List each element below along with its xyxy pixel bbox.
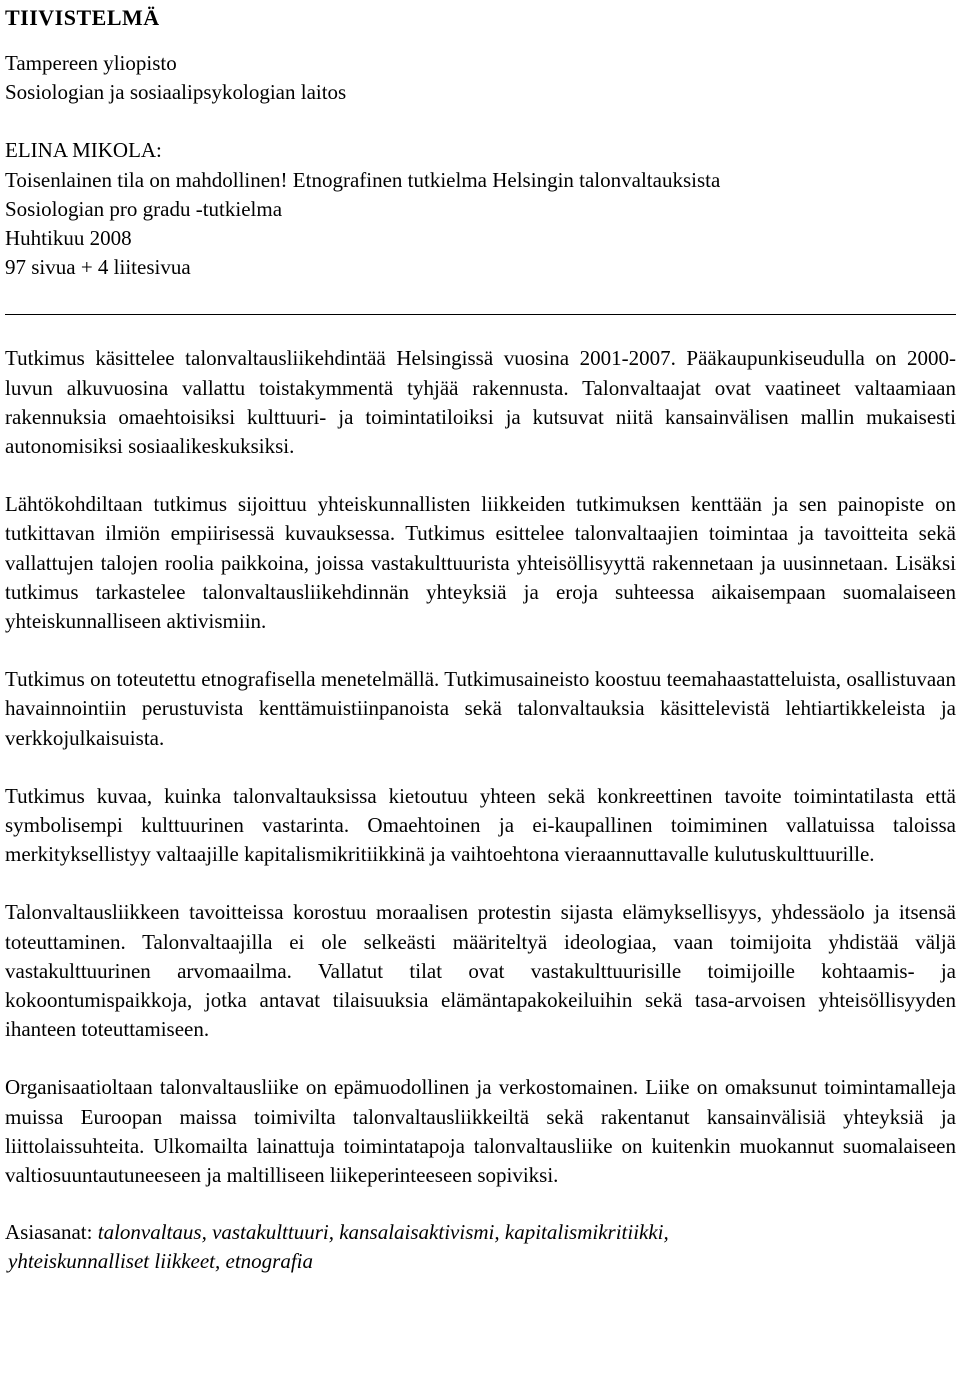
institution-block — [5, 49, 956, 107]
keywords-block — [5, 1218, 956, 1276]
author-name: ELINA MIKOLA: — [5, 138, 162, 163]
abstract-paragraph: Talonvaltausliikkeen tavoitteissa korostuu moraalisen protestin sijasta elämyksellisyys, yhdessäolo ja itsensä toteuttaminen. Talonvaltaajilla ei ole selkeästi määriteltyä ideologiaa, vaan toimijoita yhdistää väljä vastakulttuurinen arvomaailma. Vallatut tilat ovat vastakulttuurisille toimijoille kohtaamis- ja kokoontumispaikkoja, jotka antavat tilaisuuksia elämäntapakokeiluihin sekä tasa-arvoisen yhteisöllisyyden ihanteen toteuttamiseen. — [5, 900, 956, 1042]
page-count: 97 sivua + 4 liitesivua — [5, 255, 191, 280]
abstract-paragraph: Tutkimus on toteutettu etnografisella menetelmällä. Tutkimusaineisto koostuu teemahaastatteluista, osallistuvaan havainnointiin perustuvista kenttämuistiinpanoista sekä talonvaltauksia käsittelevistä lehtiartikkeleista ja verkkojulkaisuista. — [5, 667, 956, 750]
abstract-paragraph: Tutkimus käsittelee talonvaltausliikehdintää Helsingissä vuosina 2001-2007. Pääkaupunkiseudulla on 2000-luvun alkuvuosina vallattu toistakymmentä tyhjää rakennusta. Talonvaltaajat ovat vaatineet valtaamiaan rakennuksia omaehtoisiksi kulttuuri- ja toimintatiloiksi ja kutsuvat niitä kansainvälisen mallin mukaisesti autonomisiksi sosiaalikeskuksiksi. — [5, 346, 956, 458]
abstract-paragraph: Tutkimus kuvaa, kuinka talonvaltauksissa kietoutuu yhteen sekä konkreettinen tavoite toimintatilasta että symbolisempi kulttuurinen vastarinta. Omaehtoinen ja ei-kaupallinen toimiminen vallatuissa taloissa merkityksellistyy valtaajille kapitalismikritiikkinä ja vaihtoehtona vieraannuttavalle kulutuskulttuurille. — [5, 783, 956, 867]
university-name: Tampereen yliopisto — [5, 51, 177, 75]
thesis-info-block — [5, 136, 956, 282]
abstract-paragraph: Lähtökohdiltaan tutkimus sijoittuu yhteiskunnallisten liikkeiden tutkimuksen kenttään ja sen painopiste on tutkittavan ilmiön empiirisessä kuvauksessa. Tutkimus esittelee talonvaltaajien toimintaa ja tavoitteita sekä vallattujen talojen roolia paikkoina, joissa vastakulttuurista yhteisöllisyyttä rakennetaan ja uusinnetaan. Lisäksi tutkimus tarkastelee talonvaltausliikehdinnän yhteyksiä ja eroja suhteessa aikaisempaan suomalaiseen yhteiskunnalliseen aktivismiin. — [5, 492, 956, 633]
department-name: Sosiologian ja sosiaalipsykologian laitos — [5, 80, 347, 105]
thesis-date: Huhtikuu 2008 — [5, 225, 132, 250]
thesis-title: Toisenlainen tila on mahdollinen! Etnografinen tutkielma Helsingin talonvaltauksista — [5, 167, 721, 192]
thesis-type: Sosiologian pro gradu -tutkielma — [5, 196, 283, 221]
horizontal-rule — [5, 314, 956, 315]
keywords-list: talonvaltaus, vastakulttuuri, kansalaisaktivismi, kapitalismikritiikki, — [97, 1220, 669, 1245]
keywords-list-continued: yhteiskunnalliset liikkeet, etnografia — [8, 1249, 314, 1274]
abstract-heading: TIIVISTELMÄ — [5, 5, 160, 30]
abstract-paragraph: Organisaatioltaan talonvaltausliike on epämuodollinen ja verkostomainen. Liike on omaksunut toimintamalleja muissa Euroopan maissa toimivilta talonvaltausliikkeiltä sekä rakentanut kansainvälisiä yhteyksiä ja liittolaissuhteita. Ulkomailta lainattuja toimintatapoja talonvaltausliike on kuitenkin muokannut suomalaiseen valtiosuuntautuneeseen ja maltilliseen liikeperinteeseen sopiviksi. — [5, 1075, 956, 1187]
keywords-label: Asiasanat: — [5, 1220, 93, 1245]
